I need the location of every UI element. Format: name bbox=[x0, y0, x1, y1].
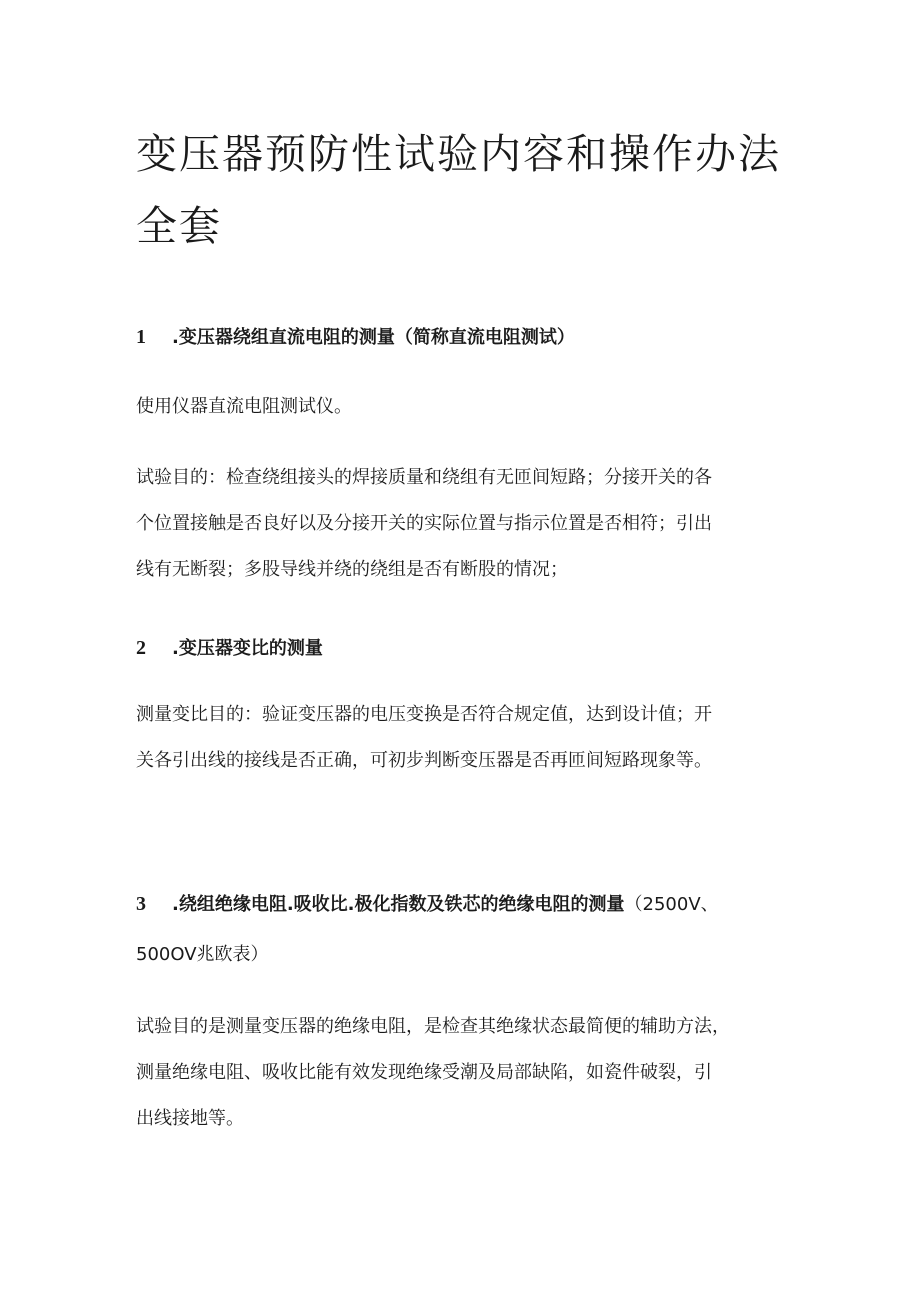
section-number: 3 bbox=[136, 893, 146, 915]
section-heading-text: .绕组绝缘电阻.吸收比.极化指数及铁芯的绝缘电阻的测量 bbox=[172, 894, 625, 915]
section-2-paragraph-1 bbox=[136, 692, 816, 784]
paragraph-line: 试验目的：检查绕组接头的焊接质量和绕组有无匝间短路；分接开关的各 bbox=[136, 467, 712, 488]
paragraph-line: 线有无断裂；多股导线并绕的绕组是否有断股的情况； bbox=[136, 559, 568, 580]
paragraph-line: 出线接地等。 bbox=[136, 1108, 244, 1129]
section-heading-text: .变压器变比的测量 bbox=[172, 638, 323, 659]
section-1-paragraph-1 bbox=[136, 384, 816, 430]
document-title bbox=[136, 118, 816, 262]
section-1-paragraph-2 bbox=[136, 455, 816, 593]
section-3-heading bbox=[136, 879, 816, 980]
section-number: 1 bbox=[136, 326, 146, 348]
title-line-1: 变压器预防性试验内容和操作办法 bbox=[136, 130, 781, 178]
section-number: 2 bbox=[136, 637, 146, 659]
section-3-paragraph-1 bbox=[136, 1004, 816, 1142]
title-line-2: 全套 bbox=[136, 202, 222, 250]
section-2-heading bbox=[136, 623, 816, 674]
paragraph-line: 测量变比目的：验证变压器的电压变换是否符合规定值，达到设计值；开 bbox=[136, 704, 712, 725]
paragraph-line: 试验目的是测量变压器的绝缘电阻，是检查其绝缘状态最简便的辅助方法， bbox=[136, 1016, 730, 1037]
section-heading-suffix: （2500V、 bbox=[624, 894, 719, 915]
paragraph-line: 测量绝缘电阻、吸收比能有效发现绝缘受潮及局部缺陷，如瓷件破裂，引 bbox=[136, 1062, 712, 1083]
paragraph-line: 个位置接触是否良好以及分接开关的实际位置与指示位置是否相符；引出 bbox=[136, 513, 712, 534]
section-heading-text: .变压器绕组直流电阻的测量（简称直流电阻测试） bbox=[172, 327, 575, 348]
paragraph-line: 使用仪器直流电阻测试仪。 bbox=[136, 396, 352, 417]
section-1-heading bbox=[136, 312, 816, 363]
section-heading-line-2: 500OV兆欧表） bbox=[136, 944, 269, 965]
paragraph-line: 关各引出线的接线是否正确，可初步判断变压器是否再匝间短路现象等。 bbox=[136, 750, 712, 771]
